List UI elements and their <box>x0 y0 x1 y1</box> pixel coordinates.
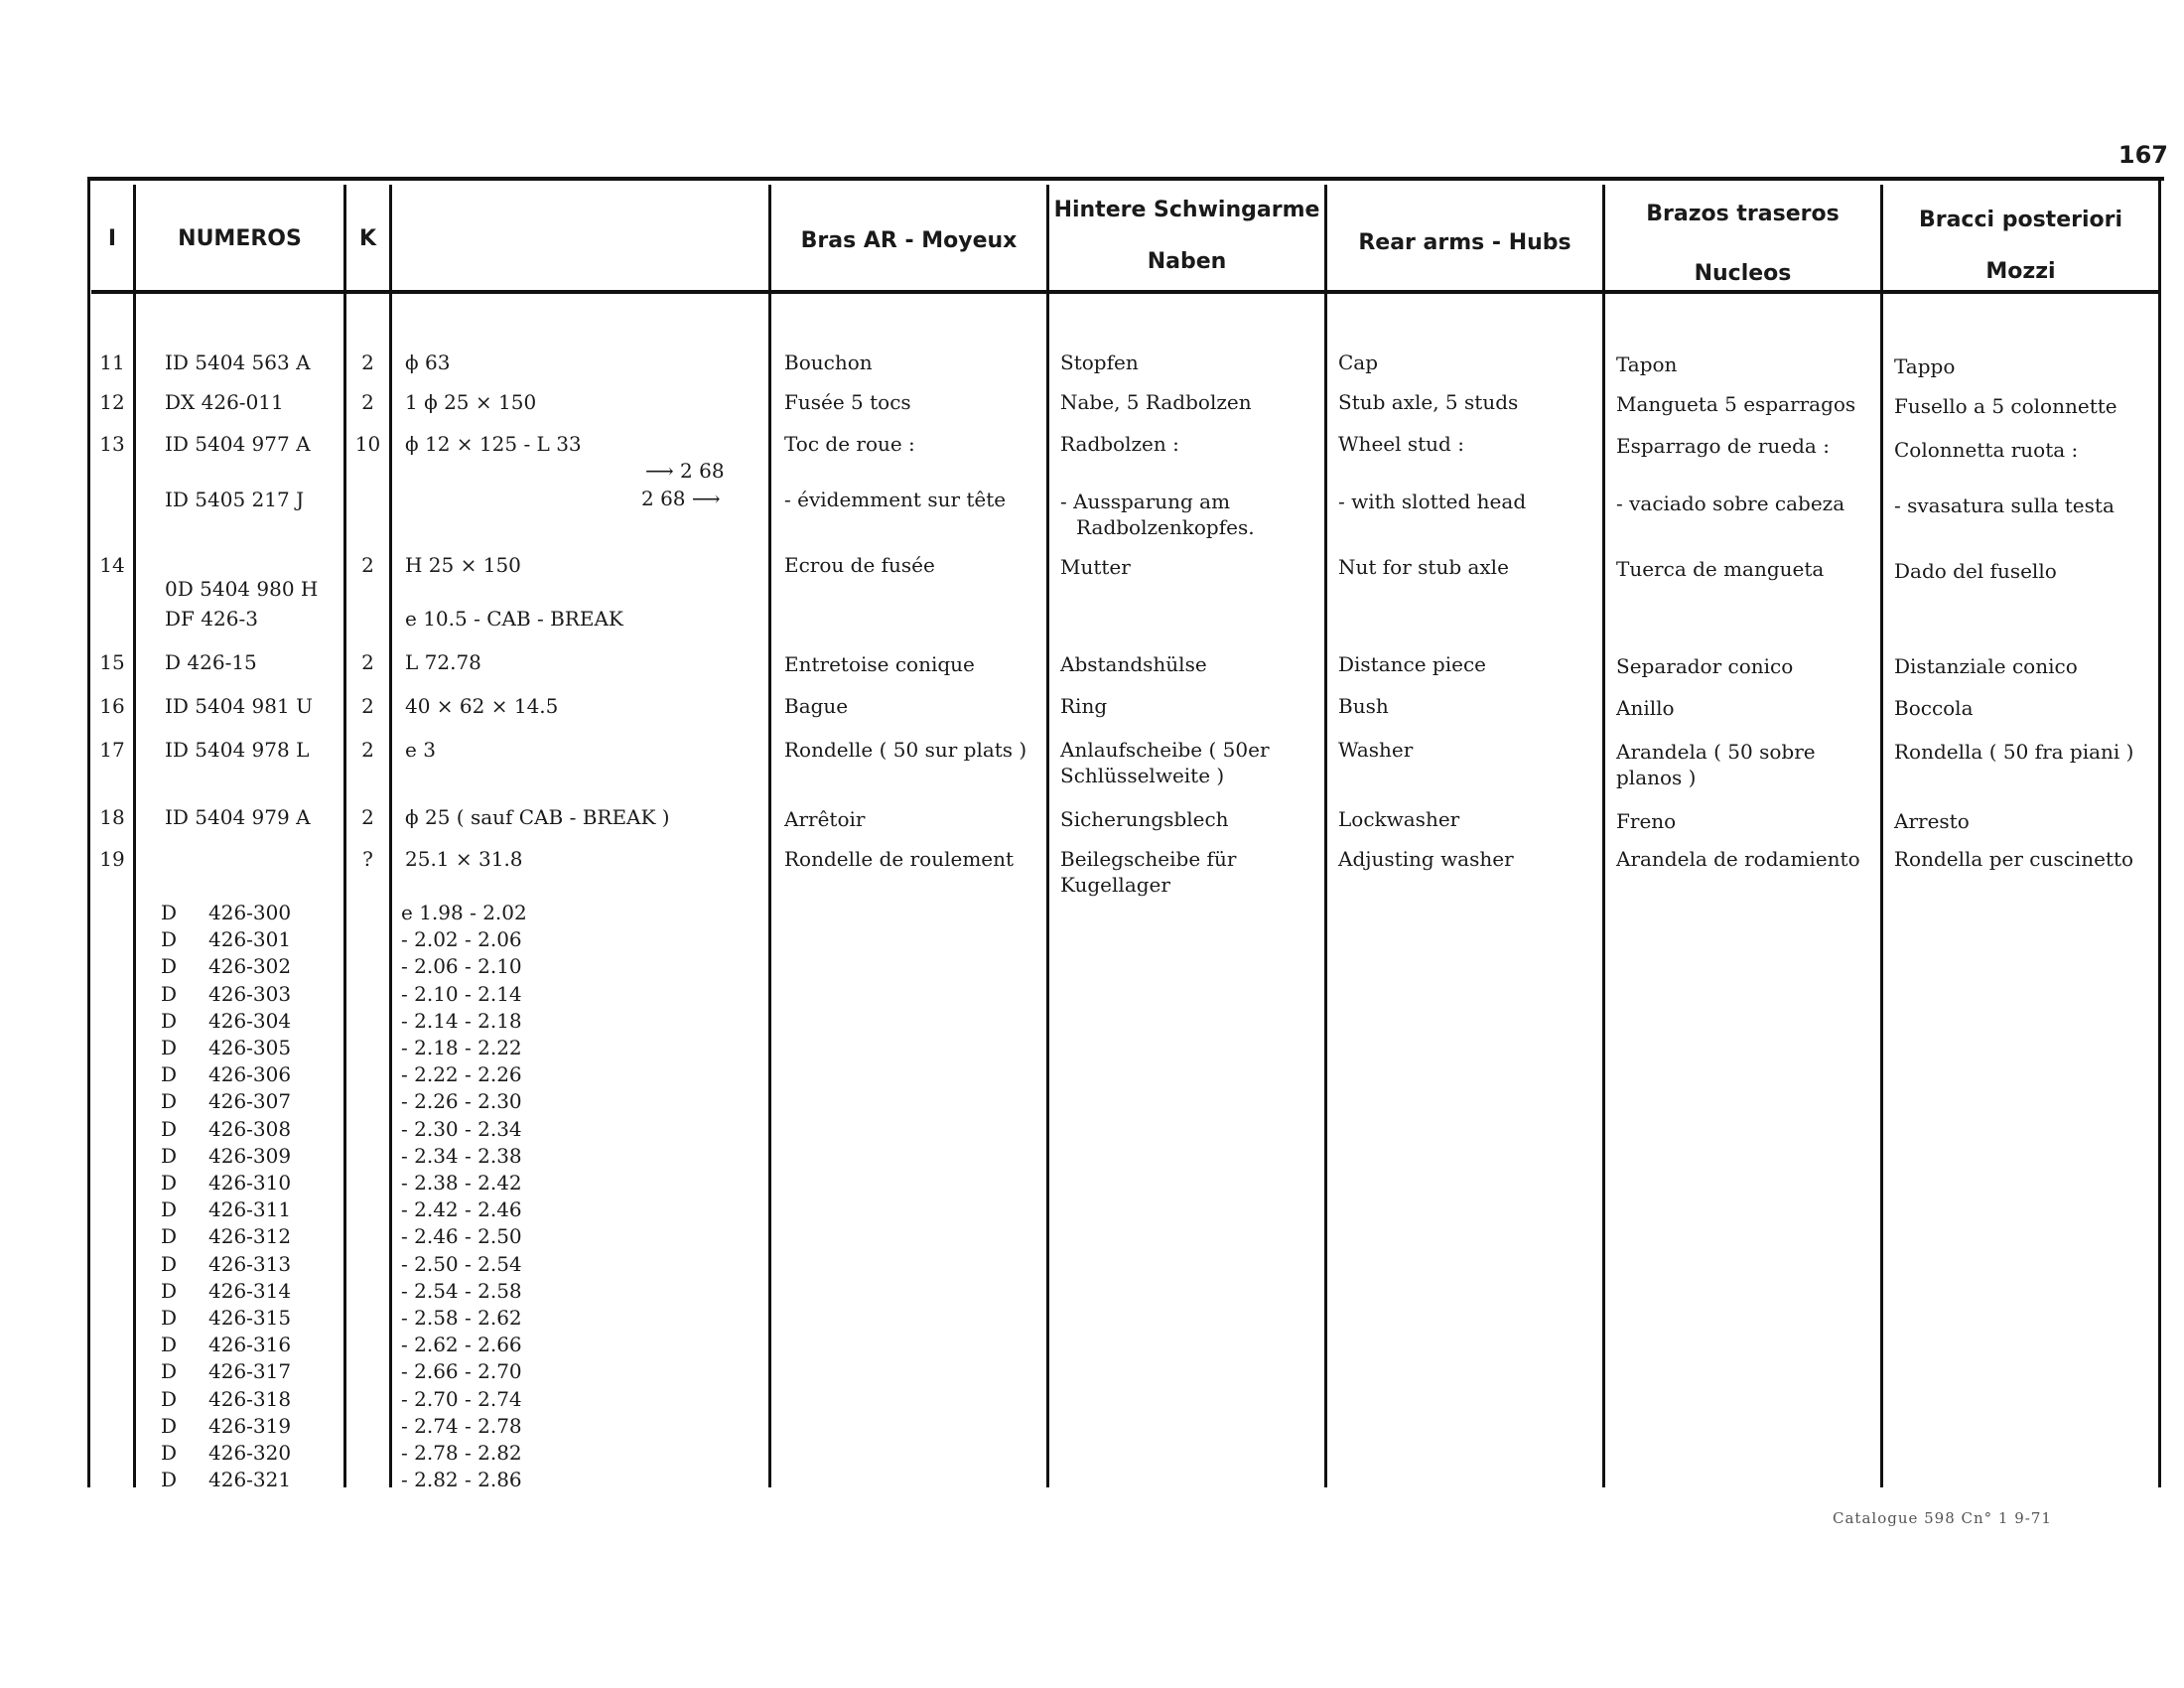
header-it-2: Mozzi <box>1985 259 2056 284</box>
row-index: 13 <box>99 432 125 456</box>
shim-part-number: 426-316 <box>208 1333 292 1356</box>
col-rule <box>133 185 136 1487</box>
shim-part-number: 426-309 <box>208 1144 292 1168</box>
desc-de: Radbolzenkopfes. <box>1076 515 1255 539</box>
desc-en: Stub axle, 5 studs <box>1338 390 1519 414</box>
desc-de: Ring <box>1060 694 1108 718</box>
shim-part-number: 426-305 <box>208 1036 292 1059</box>
desc-de: Schlüsselweite ) <box>1060 764 1225 787</box>
desc-fr: Bague <box>784 694 849 718</box>
shim-prefix: D <box>161 927 178 951</box>
desc-fr: Rondelle ( 50 sur plats ) <box>784 738 1027 762</box>
col-rule <box>1324 185 1327 1487</box>
desc-es: Tapon <box>1616 352 1678 376</box>
quantity: 2 <box>361 738 374 762</box>
desc-es: planos ) <box>1616 766 1697 789</box>
shim-thickness-range: - 2.82 - 2.86 <box>401 1468 522 1491</box>
row-index: 12 <box>99 390 125 414</box>
desc-it: Fusello a 5 colonnette <box>1894 394 2117 418</box>
shim-prefix: D <box>161 1414 178 1438</box>
shim-thickness-range: - 2.42 - 2.46 <box>401 1197 522 1221</box>
shim-part-number: 426-308 <box>208 1117 292 1141</box>
desc-de: Stopfen <box>1060 351 1139 374</box>
desc-es: Separador conico <box>1616 654 1794 678</box>
part-number: ID 5404 979 A <box>165 805 311 829</box>
shim-thickness-range: - 2.54 - 2.58 <box>401 1279 522 1303</box>
desc-it: Distanziale conico <box>1894 654 2078 678</box>
page-number: 167 <box>2117 141 2168 169</box>
desc-es: Esparrago de rueda : <box>1616 434 1830 458</box>
shim-part-number: 426-317 <box>208 1359 292 1383</box>
quantity: 2 <box>361 553 374 577</box>
col-rule <box>2158 177 2161 1487</box>
part-number: ID 5404 563 A <box>165 351 311 374</box>
shim-prefix: D <box>161 982 178 1006</box>
spec: 25.1 × 31.8 <box>405 847 523 871</box>
shim-part-number: 426-302 <box>208 954 292 978</box>
part-number: ID 5404 981 U <box>165 694 313 718</box>
shim-thickness-range: - 2.62 - 2.66 <box>401 1333 522 1356</box>
shim-thickness-range: - 2.06 - 2.10 <box>401 954 522 978</box>
quantity: 2 <box>361 805 374 829</box>
shim-prefix: D <box>161 1117 178 1141</box>
part-number: DX 426-011 <box>165 390 284 414</box>
spec: 40 × 62 × 14.5 <box>405 694 559 718</box>
desc-de: Abstandshülse <box>1060 652 1207 676</box>
shim-part-number: 426-319 <box>208 1414 292 1438</box>
desc-de: Nabe, 5 Radbolzen <box>1060 390 1252 414</box>
desc-es: Anillo <box>1616 696 1675 720</box>
col-rule <box>389 185 392 1487</box>
shim-prefix: D <box>161 1197 178 1221</box>
col-rule <box>1046 185 1049 1487</box>
shim-prefix: D <box>161 1359 178 1383</box>
shim-prefix: D <box>161 1387 178 1411</box>
desc-de: Anlaufscheibe ( 50er <box>1060 738 1270 762</box>
desc-fr: Arrêtoir <box>784 807 866 831</box>
desc-de: Beilegscheibe für <box>1060 847 1237 871</box>
header-it-1: Bracci posteriori <box>1918 208 2123 232</box>
desc-es: Arandela ( 50 sobre <box>1616 740 1816 764</box>
desc-de: Kugellager <box>1060 873 1170 897</box>
desc-fr: Toc de roue : <box>784 432 915 456</box>
desc-de: Sicherungsblech <box>1060 807 1229 831</box>
spec: e 3 <box>405 738 436 762</box>
shim-part-number: 426-301 <box>208 927 292 951</box>
desc-it: Tappo <box>1894 354 1956 378</box>
desc-it: Dado del fusello <box>1894 559 2057 583</box>
shim-thickness-range: - 2.14 - 2.18 <box>401 1009 522 1033</box>
shim-thickness-range: - 2.30 - 2.34 <box>401 1117 522 1141</box>
header-numeros: NUMEROS <box>178 226 302 251</box>
desc-it: Rondella ( 50 fra piani ) <box>1894 740 2134 764</box>
part-number: ID 5404 977 A <box>165 432 311 456</box>
desc-it: Colonnetta ruota : <box>1894 438 2079 462</box>
shim-part-number: 426-303 <box>208 982 292 1006</box>
desc-it: Arresto <box>1894 809 1970 833</box>
shim-prefix: D <box>161 1441 178 1465</box>
shim-prefix: D <box>161 1224 178 1248</box>
desc-fr: Bouchon <box>784 351 873 374</box>
part-number: D 426-15 <box>165 650 257 674</box>
arrow-left-label: 2 68 ⟶ <box>641 487 721 510</box>
row-index: 16 <box>99 694 125 718</box>
spec: e 10.5 - CAB - BREAK <box>405 607 623 631</box>
shim-part-number: 426-312 <box>208 1224 292 1248</box>
arrow-right-label: ⟶ 2 68 <box>645 459 725 483</box>
part-number: 0D 5404 980 H <box>165 577 319 601</box>
shim-thickness-range: - 2.78 - 2.82 <box>401 1441 522 1465</box>
shim-thickness-range: - 2.46 - 2.50 <box>401 1224 522 1248</box>
desc-de: Radbolzen : <box>1060 432 1179 456</box>
shim-thickness-range: - 2.66 - 2.70 <box>401 1359 522 1383</box>
shim-part-number: 426-315 <box>208 1306 292 1330</box>
shim-thickness-range: - 2.70 - 2.74 <box>401 1387 522 1411</box>
desc-en: - with slotted head <box>1338 490 1527 513</box>
desc-es: Mangueta 5 esparragos <box>1616 392 1856 416</box>
header-de-2: Naben <box>1147 249 1227 274</box>
header-en: Rear arms - Hubs <box>1358 230 1571 255</box>
header-fr: Bras AR - Moyeux <box>800 228 1018 253</box>
shim-part-number: 426-313 <box>208 1252 292 1276</box>
shim-prefix: D <box>161 1009 178 1033</box>
shim-part-number: 426-320 <box>208 1441 292 1465</box>
desc-de: - Aussparung am <box>1060 490 1231 513</box>
desc-es: Tuerca de mangueta <box>1616 557 1825 581</box>
desc-en: Washer <box>1338 738 1414 762</box>
desc-it: Boccola <box>1894 696 1974 720</box>
shim-thickness-range: - 2.26 - 2.30 <box>401 1089 522 1113</box>
desc-fr: Entretoise conique <box>784 652 975 676</box>
header-k: K <box>358 226 377 251</box>
desc-fr: Rondelle de roulement <box>784 847 1015 871</box>
part-number: DF 426-3 <box>165 607 258 631</box>
desc-fr: Fusée 5 tocs <box>784 390 911 414</box>
shim-part-number: 426-314 <box>208 1279 292 1303</box>
shim-part-number: 426-304 <box>208 1009 292 1033</box>
header-index: I <box>107 226 117 251</box>
shim-thickness-range: - 2.50 - 2.54 <box>401 1252 522 1276</box>
row-index: 15 <box>99 650 125 674</box>
desc-en: Distance piece <box>1338 652 1487 676</box>
desc-es: - vaciado sobre cabeza <box>1616 492 1845 515</box>
header-es-1: Brazos traseros <box>1646 202 1840 226</box>
col-rule <box>343 185 346 1487</box>
desc-en: Adjusting washer <box>1338 847 1514 871</box>
shim-prefix: D <box>161 1089 178 1113</box>
shim-thickness-range: - 2.34 - 2.38 <box>401 1144 522 1168</box>
spec: ϕ 12 × 125 - L 33 <box>405 432 582 456</box>
shim-prefix: D <box>161 1333 178 1356</box>
shim-prefix: D <box>161 901 178 924</box>
desc-en: Lockwasher <box>1338 807 1460 831</box>
shim-prefix: D <box>161 954 178 978</box>
quantity: 2 <box>361 650 374 674</box>
spec: H 25 × 150 <box>405 553 521 577</box>
header-es-2: Nucleos <box>1694 261 1792 286</box>
desc-en: Wheel stud : <box>1338 432 1464 456</box>
desc-fr: - évidemment sur tête <box>784 488 1007 511</box>
quantity: ? <box>362 847 373 871</box>
desc-es: Freno <box>1616 809 1677 833</box>
desc-en: Nut for stub axle <box>1338 555 1509 579</box>
shim-prefix: D <box>161 1252 178 1276</box>
col-rule <box>1602 185 1605 1487</box>
quantity: 2 <box>361 390 374 414</box>
shim-thickness-range: - 2.02 - 2.06 <box>401 927 522 951</box>
row-index: 18 <box>99 805 125 829</box>
quantity: 2 <box>361 351 374 374</box>
shim-part-number: 426-300 <box>208 901 292 924</box>
shim-prefix: D <box>161 1279 178 1303</box>
table-top-rule <box>87 177 2164 181</box>
row-index: 14 <box>99 553 125 577</box>
desc-it: - svasatura sulla testa <box>1894 493 2115 517</box>
shim-part-number: 426-311 <box>208 1197 292 1221</box>
spec: 1 ϕ 25 × 150 <box>405 390 537 414</box>
desc-en: Cap <box>1338 351 1379 374</box>
row-index: 11 <box>99 351 125 374</box>
shim-part-number: 426-318 <box>208 1387 292 1411</box>
shim-prefix: D <box>161 1306 178 1330</box>
shim-prefix: D <box>161 1144 178 1168</box>
part-number: ID 5404 978 L <box>165 738 310 762</box>
shim-part-number: 426-321 <box>208 1468 292 1491</box>
spec: ϕ 63 <box>405 351 451 374</box>
shim-prefix: D <box>161 1062 178 1086</box>
row-index: 19 <box>99 847 125 871</box>
col-rule <box>768 185 771 1487</box>
desc-de: Mutter <box>1060 555 1131 579</box>
shim-thickness-range: - 2.38 - 2.42 <box>401 1171 522 1195</box>
row-index: 17 <box>99 738 125 762</box>
shim-thickness-range: - 2.74 - 2.78 <box>401 1414 522 1438</box>
quantity: 10 <box>354 432 381 456</box>
shim-part-number: 426-306 <box>208 1062 292 1086</box>
shim-thickness-range: - 2.58 - 2.62 <box>401 1306 522 1330</box>
shim-thickness-range: - 2.18 - 2.22 <box>401 1036 522 1059</box>
quantity: 2 <box>361 694 374 718</box>
catalogue-footer: Catalogue 598 Cn° 1 9-71 <box>1833 1509 2052 1527</box>
spec: ϕ 25 ( sauf CAB - BREAK ) <box>405 805 670 829</box>
part-number: ID 5405 217 J <box>165 488 305 511</box>
col-rule <box>87 177 90 1487</box>
desc-it: Rondella per cuscinetto <box>1894 847 2134 871</box>
shim-prefix: D <box>161 1036 178 1059</box>
desc-en: Bush <box>1338 694 1389 718</box>
shim-prefix: D <box>161 1468 178 1491</box>
desc-es: Arandela de rodamiento <box>1616 847 1860 871</box>
shim-part-number: 426-310 <box>208 1171 292 1195</box>
col-rule <box>1880 185 1883 1487</box>
shim-thickness-range: - 2.10 - 2.14 <box>401 982 522 1006</box>
shim-thickness-range: e 1.98 - 2.02 <box>401 901 527 924</box>
header-de-1: Hintere Schwingarme <box>1053 198 1320 222</box>
shim-prefix: D <box>161 1171 178 1195</box>
shim-part-number: 426-307 <box>208 1089 292 1113</box>
desc-fr: Ecrou de fusée <box>784 553 935 577</box>
shim-thickness-range: - 2.22 - 2.26 <box>401 1062 522 1086</box>
spec: L 72.78 <box>405 650 481 674</box>
